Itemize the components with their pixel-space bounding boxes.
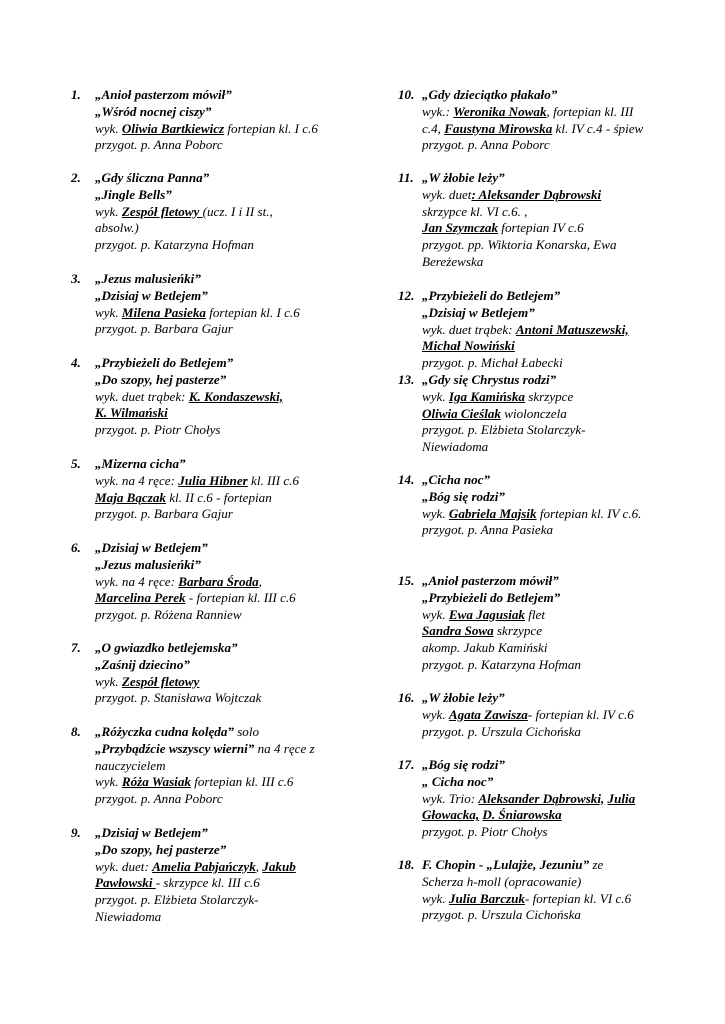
- entry-line: [95, 690, 261, 707]
- piece-title: „Do szopy, hej pasterze”: [95, 371, 227, 387]
- entry-text: - skrzypce kl. III c.6: [155, 875, 260, 891]
- piece-title: „Do szopy, hej pasterze”: [95, 841, 227, 857]
- piece-title: „Gdy dzieciątko płakało”: [422, 87, 558, 102]
- entry-text: Scherza h-moll (opracowanie): [422, 873, 582, 889]
- entry-line: [95, 557, 296, 574]
- piece-title: „Dzisiaj w Betlejem”: [95, 287, 208, 303]
- entry-line: [422, 204, 617, 221]
- piece-title: „Przybądźcie wszyscy wierni”: [95, 740, 255, 756]
- piece-title: „Dzisiaj w Betlejem”: [95, 540, 208, 555]
- program-entry: [71, 456, 299, 523]
- entry-line: [422, 322, 629, 339]
- entry-text: wyk. Trio:: [422, 790, 479, 806]
- entry-text: przygot. p. Elżbieta Stolarczyk-: [422, 422, 586, 438]
- program-entry: [398, 372, 586, 456]
- entry-text: (ucz. I i II st.,: [202, 203, 273, 219]
- performer-name: Iga Kamińska: [448, 388, 525, 404]
- performer-name: Zespół fletowy: [121, 673, 200, 689]
- piece-title: „O gwiazdko betlejemska”: [95, 640, 238, 655]
- entry-text: fortepian kl. I c.6: [205, 304, 300, 320]
- entry-text: fortepian kl. IV c.6.: [536, 505, 642, 521]
- entry-line: [422, 757, 635, 774]
- entry-line: [95, 657, 261, 674]
- entry-number: 17.: [398, 757, 415, 772]
- performer-name: Julia: [607, 790, 636, 806]
- entry-text: skrzypce: [493, 623, 543, 639]
- entry-line: [422, 690, 634, 707]
- entry-line: [95, 372, 283, 389]
- piece-title: „Przybieżeli do Betlejem”: [95, 355, 234, 370]
- entry-text: kl. II c.6 - fortepian: [165, 489, 272, 505]
- entry-text: fortepian IV c.6: [498, 220, 584, 236]
- entry-line: [95, 104, 318, 121]
- entry-text: ze: [589, 857, 604, 872]
- entry-line: [95, 422, 283, 439]
- entry-line: [95, 220, 273, 237]
- entry-text: skrzypce kl. VI c.6. ,: [422, 203, 528, 219]
- entry-text: przygot. p. Elżbieta Stolarczyk-: [95, 892, 259, 908]
- program-entry: [71, 170, 273, 254]
- entry-line: [422, 187, 617, 204]
- entry-text: fortepian kl. III c.6: [190, 774, 294, 790]
- entry-text: wyk. duet:: [95, 858, 153, 874]
- entry-text: c.4,: [422, 120, 445, 136]
- entry-line: [422, 170, 617, 187]
- piece-title: „W żłobie leży”: [422, 170, 505, 185]
- entry-line: [95, 121, 318, 138]
- entry-text: kl. IV c.4 - śpiew: [552, 120, 644, 136]
- entry-line: [95, 355, 283, 372]
- piece-title: „Jezus malusieńki”: [95, 271, 201, 286]
- entry-line: [95, 389, 283, 406]
- performer-name: Amelia Pabjańczyk: [152, 858, 256, 874]
- performer-name: Zespół fletowy: [121, 203, 203, 219]
- performer-name: Jan Szymczak: [422, 220, 499, 236]
- entry-line: [95, 590, 296, 607]
- entry-text: przygot. pp. Wiktoria Konarska, Ewa: [422, 237, 617, 253]
- entry-text: przygot. p. Katarzyna Hofman: [95, 237, 254, 253]
- entry-text: przygot. p. Barbara Gajur: [95, 506, 233, 522]
- entry-text: wyk. duet: [422, 186, 472, 202]
- entry-number: 15.: [398, 573, 415, 588]
- entry-line: [422, 657, 581, 674]
- entry-text: przygot. p. Stanisława Wojtczak: [95, 690, 262, 706]
- performer-name: : Aleksander Dąbrowski: [471, 186, 602, 202]
- entry-line: [422, 807, 635, 824]
- piece-title: F. Chopin - „Lulajże, Jezuniu”: [422, 857, 590, 872]
- piece-title: „Przybieżeli do Betlejem”: [422, 589, 561, 605]
- entry-number: 13.: [398, 372, 415, 387]
- entry-text: flet: [524, 606, 545, 622]
- program-entry: [71, 87, 318, 154]
- entry-text: Bereżewska: [422, 253, 484, 269]
- entry-line: [422, 791, 635, 808]
- piece-title: „Dzisiaj w Betlejem”: [95, 825, 208, 840]
- entry-line: [422, 87, 643, 104]
- entry-text: przygot. p. Katarzyna Hofman: [422, 656, 581, 672]
- entry-text: skrzypce: [524, 388, 574, 404]
- entry-text: fortepian kl. I c.6: [224, 120, 318, 136]
- entry-text: przygot. p. Anna Poborc: [95, 137, 223, 153]
- piece-title: „Jingle Bells”: [95, 186, 172, 202]
- entry-text: wyk.: [95, 203, 122, 219]
- entry-text: wyk.: [95, 673, 122, 689]
- performer-name: Pawłowski: [95, 875, 156, 891]
- performer-name: Ewa Jagusiak: [448, 606, 525, 622]
- entry-line: [422, 724, 634, 741]
- performer-name: Antoni Matuszewski,: [515, 321, 629, 337]
- piece-title: „Gdy śliczna Panna”: [95, 170, 210, 185]
- entry-line: [95, 574, 296, 591]
- entry-number: 1.: [71, 87, 81, 102]
- entry-line: [422, 439, 586, 456]
- entry-number: 10.: [398, 87, 415, 102]
- entry-line: [422, 338, 629, 355]
- piece-title: „Zaśnij dziecino”: [95, 656, 190, 672]
- entry-text: wyk.: [422, 388, 449, 404]
- entry-line: [422, 590, 581, 607]
- entry-line: [95, 909, 296, 926]
- piece-title: „Jezus malusieńki”: [95, 556, 201, 572]
- entry-line: [95, 87, 318, 104]
- entry-line: [95, 674, 261, 691]
- performer-name: Julia Barczuk: [448, 890, 525, 906]
- entry-text: wyk.: [95, 304, 122, 320]
- entry-line: [95, 321, 300, 338]
- entry-text: wyk.:: [422, 103, 454, 119]
- program-entry: [71, 724, 315, 808]
- entry-text: przygot. p. Barbara Gajur: [95, 321, 233, 337]
- entry-text: przygot. p. Anna Poborc: [95, 791, 223, 807]
- entry-line: [95, 859, 296, 876]
- entry-line: [95, 892, 296, 909]
- performer-name: Maja Bączak: [95, 489, 166, 505]
- piece-title: „Gdy się Chrystus rodzi”: [422, 372, 557, 387]
- piece-title: „Anioł pasterzom mówił”: [422, 573, 559, 588]
- performer-name: K. Wilmański: [95, 405, 168, 421]
- program-entry: [398, 573, 581, 674]
- entry-number: 2.: [71, 170, 81, 185]
- performer-name: Weronika Nowak: [453, 103, 547, 119]
- entry-line: [422, 774, 635, 791]
- entry-line: [95, 456, 299, 473]
- program-entry: [398, 757, 635, 841]
- entry-line: [422, 372, 586, 389]
- entry-text: wyk.: [422, 606, 449, 622]
- entry-line: [422, 355, 629, 372]
- entry-number: 7.: [71, 640, 81, 655]
- performer-name: Głowacka,: [422, 807, 480, 823]
- entry-line: [95, 305, 300, 322]
- entry-line: [422, 640, 581, 657]
- entry-line: [95, 758, 315, 775]
- entry-line: [422, 891, 631, 908]
- entry-line: [422, 907, 631, 924]
- entry-text: Niewiadoma: [95, 908, 162, 924]
- performer-name: Oliwia Cieślak: [422, 405, 501, 421]
- entry-line: [422, 489, 641, 506]
- piece-title: „ Cicha noc”: [422, 773, 494, 789]
- entry-number: 6.: [71, 540, 81, 555]
- program-entry: [71, 271, 300, 338]
- entry-text: solo: [233, 724, 260, 739]
- performer-name: Barbara Środa: [178, 573, 259, 589]
- entry-line: [422, 422, 586, 439]
- entry-line: [422, 522, 641, 539]
- program-entry: [398, 288, 629, 372]
- entry-line: [95, 473, 299, 490]
- performer-name: Róża Wasiak: [121, 774, 191, 790]
- entry-line: [422, 506, 641, 523]
- program-entry: [398, 87, 643, 154]
- entry-number: 18.: [398, 857, 415, 872]
- entry-line: [422, 305, 629, 322]
- entry-number: 8.: [71, 724, 81, 739]
- entry-line: [95, 540, 296, 557]
- entry-text: Niewiadoma: [422, 439, 489, 455]
- entry-line: [422, 137, 643, 154]
- entry-line: [95, 506, 299, 523]
- performer-name: Jakub: [262, 858, 296, 874]
- piece-title: „Przybieżeli do Betlejem”: [422, 288, 561, 303]
- entry-text: przygot. p. Urszula Cichońska: [422, 723, 581, 739]
- piece-title: „Anioł pasterzom mówił”: [95, 87, 232, 102]
- entry-text: wyk.: [95, 120, 122, 136]
- entry-text: wyk. na 4 ręce:: [95, 472, 179, 488]
- performer-name: Faustyna Mirowska: [444, 120, 553, 136]
- piece-title: „W żłobie leży”: [422, 690, 505, 705]
- entry-line: [422, 707, 634, 724]
- entry-text: akomp. Jakub Kamiński: [422, 640, 548, 656]
- entry-line: [422, 874, 631, 891]
- entry-line: [95, 724, 315, 741]
- entry-text: na 4 ręce z: [254, 740, 315, 756]
- entry-number: 16.: [398, 690, 415, 705]
- entry-line: [95, 640, 261, 657]
- piece-title: „Cicha noc”: [422, 472, 491, 487]
- entry-line: [95, 774, 315, 791]
- entry-line: [95, 405, 283, 422]
- entry-line: [95, 187, 273, 204]
- entry-text: wyk.: [95, 774, 122, 790]
- performer-name: Julia Hibner: [178, 472, 248, 488]
- entry-number: 5.: [71, 456, 81, 471]
- entry-text: - fortepian kl. III c.6: [185, 590, 296, 606]
- entry-text: przygot. p. Michał Łabecki: [422, 355, 563, 371]
- entry-line: [422, 623, 581, 640]
- entry-text: przygot. p. Urszula Cichońska: [422, 907, 581, 923]
- entry-line: [95, 875, 296, 892]
- performer-name: Marcelina Perek: [95, 590, 186, 606]
- entry-line: [95, 271, 300, 288]
- entry-text: - fortepian kl. IV c.6: [527, 706, 634, 722]
- piece-title: „Wśród nocnej ciszy”: [95, 103, 212, 119]
- entry-number: 3.: [71, 271, 81, 286]
- piece-title: „Różyczka cudna kolęda”: [95, 724, 234, 739]
- performer-name: Aleksander Dąbrowski,: [478, 790, 605, 806]
- entry-line: [422, 220, 617, 237]
- entry-line: [422, 573, 581, 590]
- entry-line: [95, 137, 318, 154]
- performer-name: Gabriela Majsik: [448, 505, 537, 521]
- entry-line: [422, 389, 586, 406]
- entry-line: [422, 254, 617, 271]
- entry-text: kl. III c.6: [247, 472, 300, 488]
- entry-number: 12.: [398, 288, 415, 303]
- entry-line: [422, 121, 643, 138]
- piece-title: „Dzisiaj w Betlejem”: [422, 304, 535, 320]
- entry-line: [422, 288, 629, 305]
- entry-text: ,: [255, 858, 263, 874]
- entry-line: [95, 842, 296, 859]
- entry-line: [422, 472, 641, 489]
- entry-line: [95, 741, 315, 758]
- entry-line: [95, 288, 300, 305]
- entry-text: wyk.: [422, 890, 449, 906]
- program-entry: [71, 640, 261, 707]
- entry-text: wyk. duet trąbek:: [95, 388, 189, 404]
- program-entry: [398, 857, 631, 924]
- program-entry: [398, 690, 634, 740]
- entry-text: przygot. p. Piotr Chołys: [95, 422, 221, 438]
- entry-line: [422, 104, 643, 121]
- entry-text: ,: [258, 573, 262, 589]
- performer-name: Milena Pasieka: [121, 304, 206, 320]
- piece-title: „Bóg się rodzi”: [422, 488, 505, 504]
- entry-text: wyk. na 4 ręce:: [95, 573, 179, 589]
- performer-name: D. Śniarowska: [482, 807, 562, 823]
- entry-line: [422, 857, 631, 874]
- entry-line: [95, 490, 299, 507]
- entry-text: przygot. p. Anna Pasieka: [422, 522, 554, 538]
- piece-title: „Bóg się rodzi”: [422, 757, 505, 772]
- entry-number: 14.: [398, 472, 415, 487]
- entry-line: [422, 607, 581, 624]
- performer-name: Sandra Sowa: [422, 623, 494, 639]
- entry-line: [422, 406, 586, 423]
- entry-text: wyk.: [422, 505, 449, 521]
- program-entry: [71, 540, 296, 624]
- entry-line: [95, 825, 296, 842]
- entry-text: przygot. p. Anna Poborc: [422, 137, 550, 153]
- entry-line: [95, 607, 296, 624]
- entry-text: wyk.: [422, 706, 449, 722]
- entry-line: [95, 237, 273, 254]
- entry-text: , fortepian kl. III: [546, 103, 634, 119]
- entry-number: 4.: [71, 355, 81, 370]
- entry-text: przygot. p. Piotr Chołys: [422, 824, 548, 840]
- entry-line: [95, 791, 315, 808]
- entry-text: - fortepian kl. VI c.6: [524, 890, 632, 906]
- entry-line: [95, 170, 273, 187]
- entry-number: 9.: [71, 825, 81, 840]
- entry-line: [422, 237, 617, 254]
- entry-text: wyk. duet trąbek:: [422, 321, 516, 337]
- performer-name: Michał Nowiński: [422, 338, 515, 354]
- performer-name: Agata Zawisza: [448, 706, 528, 722]
- entry-text: wiolonczela: [500, 405, 567, 421]
- piece-title: „Mizerna cicha”: [95, 456, 186, 471]
- program-entry: [71, 825, 296, 926]
- performer-name: Oliwia Bartkiewicz: [121, 120, 225, 136]
- entry-number: 11.: [398, 170, 414, 185]
- performer-name: K. Kondaszewski,: [188, 388, 284, 404]
- entry-text: przygot. p. Różena Ranniew: [95, 607, 242, 623]
- entry-text: absolw.): [95, 220, 139, 236]
- program-entry: [71, 355, 283, 439]
- entry-line: [95, 204, 273, 221]
- entry-text: nauczycielem: [95, 757, 166, 773]
- entry-line: [422, 824, 635, 841]
- program-entry: [398, 472, 641, 539]
- program-entry: [398, 170, 617, 271]
